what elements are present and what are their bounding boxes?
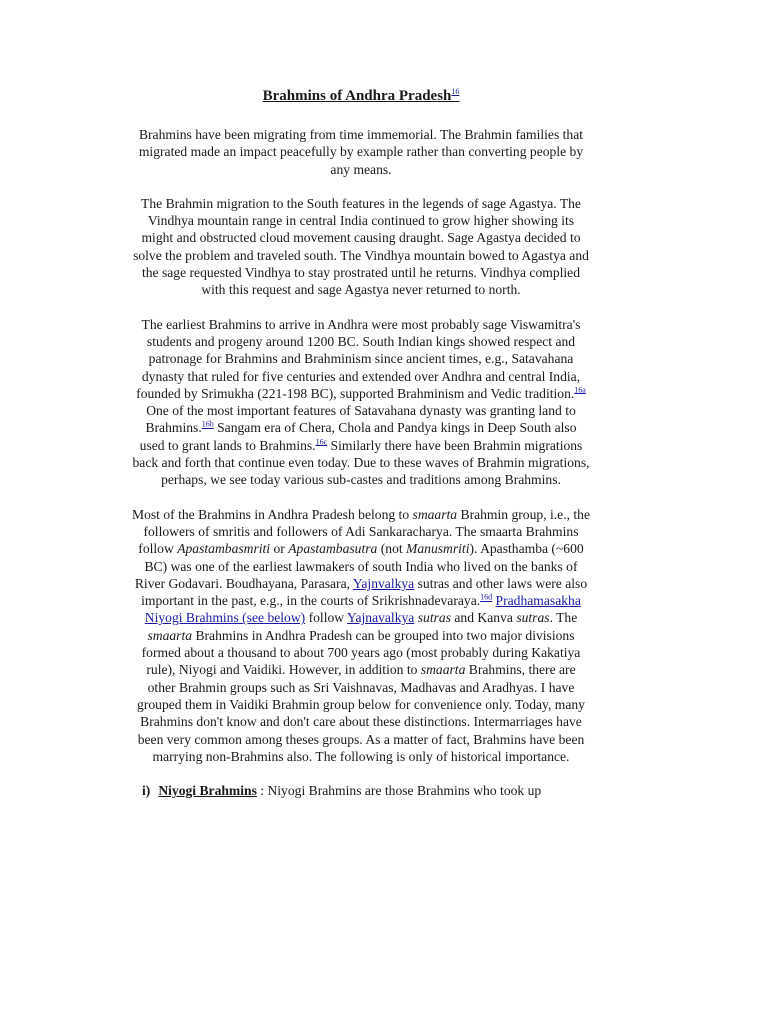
section-text: : Niyogi Brahmins are those Brahmins who took up (256, 783, 542, 799)
italic-term: smaarta (147, 627, 193, 643)
italic-term: sutras (417, 610, 451, 626)
document-body (132, 86, 590, 799)
paragraph-smaarta (132, 506, 590, 765)
footnote-ref-16b[interactable]: 16b (201, 419, 214, 429)
text-span: One of the most important features of Satavahana dynasty was granting land to Brahmins. (145, 403, 576, 436)
page-title-text: Brahmins of Andhra Pradesh (262, 88, 452, 104)
section-label: Niyogi Brahmins (158, 783, 257, 799)
text-span: or (270, 541, 289, 557)
text-span: Similarly there have been Brahmin migrations back and forth that continue even today. Due to these waves of Brahmin migrations, perhaps, we see today various sub-castes and traditions among Brahmins. (132, 437, 590, 488)
italic-term: smaarta (420, 662, 466, 678)
italic-term: sutras (516, 610, 550, 626)
text-span: (not (377, 541, 407, 557)
section-niyogi-brahmins (132, 782, 590, 799)
page-title (132, 86, 590, 106)
italic-term: smaarta (412, 506, 458, 522)
paragraph-intro-text: Brahmins have been migrating from time immemorial. The Brahmin families that migrated made an impact peacefully by example rather than converting people by any means. (138, 127, 584, 177)
footnote-ref-16[interactable]: 16 (451, 87, 460, 96)
link-pradhamasakha-niyogi[interactable]: Pradhamasakha Niyogi Brahmins (see below) (144, 593, 581, 626)
italic-term: Apastambasutra (288, 541, 378, 557)
paragraph-earliest-brahmins (132, 316, 590, 489)
footnote-ref-16d[interactable]: 16d (480, 592, 493, 602)
paragraph-agastya-text: The Brahmin migration to the South features in the legends of sage Agastya. The Vindhya mountain range in central India continued to grow higher showing its might and obstructed cloud movement causing draught. Sage Agastya decided to solve the problem and traveled south. The Vindhya mountain bowed to Agastya and the sage requested Vindhya to stay prostrated until he returns. Vindhya complied with this request and sage Agastya never returned to north. (133, 195, 589, 298)
italic-term: Manusmriti (406, 541, 470, 557)
text-span: sutras and other laws were also important in the past, e.g., in the courts of Srikrishnadevaraya. (141, 575, 588, 609)
paragraph-agastya (132, 195, 590, 299)
link-yajnavalkya[interactable]: Yajnavalkya (347, 610, 415, 626)
text-span: and Kanva (451, 610, 517, 626)
text-span: . The (549, 610, 578, 626)
text-span: ). Apasthamba (~600 BC) was one of the earliest lawmakers of south India who lived on the banks of River Godavari. Boudhayana, Parasara, (134, 541, 584, 591)
paragraph-intro (132, 126, 590, 178)
italic-term: Apastambasmriti (177, 541, 271, 557)
text-span: Brahmins in Andhra Pradesh can be grouped into two major divisions formed about a thousand to about 700 years ago (most probably during Kakatiya rule), Niyogi and Vaidiki. However, in addition to (141, 627, 581, 678)
text-span: Brahmins, there are other Brahmin groups such as Sri Vaishnavas, Madhavas and Aradhyas. I have grouped them in Vaidiki Brahmin group below for convenience only. Today, many Brahmins don't know and don't care about these distinctions. Intermarriages have been very common among theses groups. As a matter of fact, Brahmins have been marrying non-Brahmins also. The following is only of historical importance. (137, 662, 585, 764)
footnote-ref-16c[interactable]: 16c (315, 437, 328, 447)
text-span: Brahmin group, i.e., the followers of smritis and followers of Adi Sankaracharya. The smaarta Brahmins follow (138, 506, 591, 557)
link-yajnvalkya[interactable]: Yajnvalkya (352, 575, 415, 591)
text-span: follow (305, 610, 347, 626)
text-span: The earliest Brahmins to arrive in Andhra were most probably sage Viswamitra's students and progeny around 1200 BC. South Indian kings showed respect and patronage for Brahmins and Brahminism since ancient times, e.g., Satavahana dynasty that ruled for five centuries and extended over Andhra and central India, founded by Srimukha (221-198 BC), supported Brahminism and Vedic tradition. (136, 316, 581, 401)
text-span: Sangam era of Chera, Chola and Pandya kings in Deep South also used to grant lands to Brahmins. (139, 420, 577, 453)
section-number: i) (142, 783, 151, 799)
text-span: Most of the Brahmins in Andhra Pradesh belong to (132, 506, 413, 522)
footnote-ref-16a[interactable]: 16a (574, 385, 586, 395)
